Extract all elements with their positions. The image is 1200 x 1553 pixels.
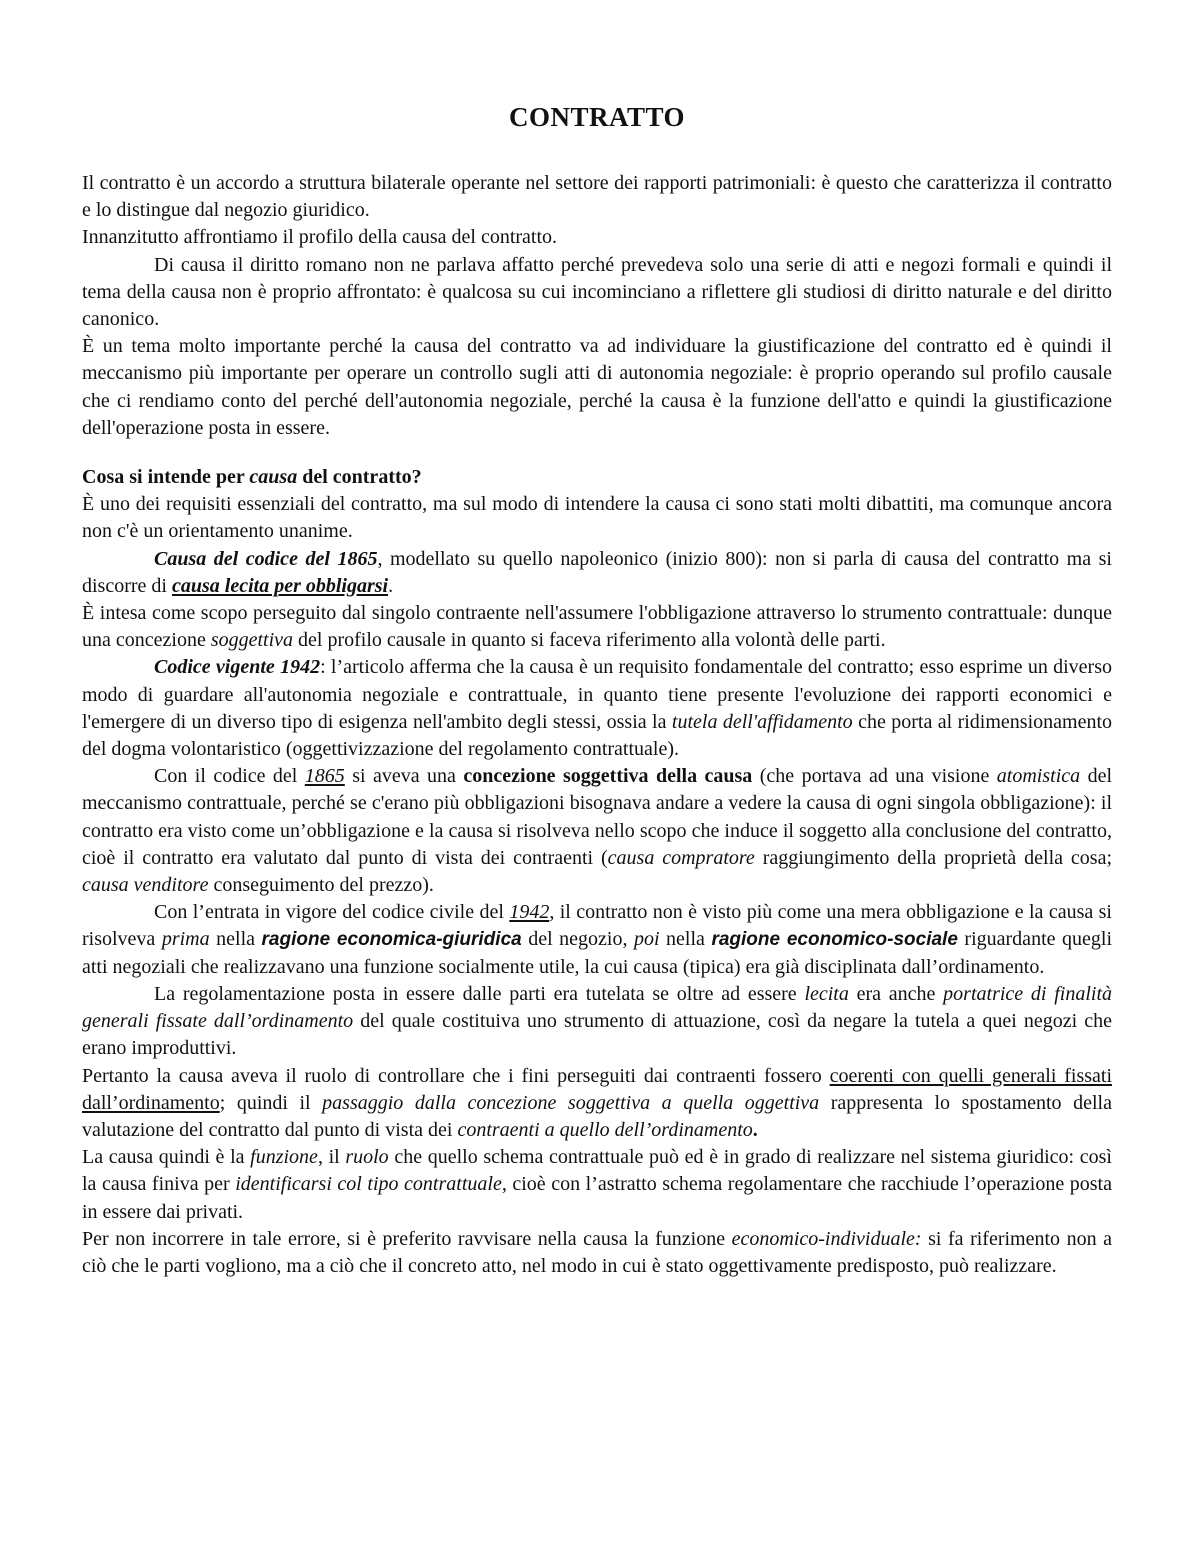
paragraph-important-theme: È un tema molto importante perché la causa del contratto va ad individuare la giustificazione del contratto ed è quindi il meccanismo più importante per operare un controllo sugli atti di autonomia negoziale: è proprio operando sul profilo causale che ci rendiamo conto del perché dell'autonomia negoziale, perché la causa è la funzione dell'atto e quindi la giustificazione dell'operazione posta in essere.: [82, 335, 1112, 439]
paragraph-subjective: È intesa come scopo perseguito dal singolo contraente nell'assumere l'obbligazione attraverso lo strumento contrattuale: dunque una concezione soggettiva del profilo causale in quanto si faceva riferimento alla volontà delle parti.: [82, 602, 1112, 652]
paragraph-requisites: È uno dei requisiti essenziali del contratto, ma sul modo di intendere la causa ci sono stati molti dibattiti, ma comunque ancora non c'è un orientamento unanime.: [82, 493, 1112, 543]
paragraph-regulation: La regolamentazione posta in essere dalle parti era tutelata se oltre ad essere lecita era anche portatrice di finalità generali fissate dall’ordinamento del quale costituiva uno strumento di attuazione, così da negare la tutela a quei negozi che erano improduttivi.: [82, 982, 1112, 1060]
paragraph-profile: Innanzitutto affrontiamo il profilo della causa del contratto.: [82, 226, 558, 249]
paragraph-code-1942: Codice vigente 1942: l’articolo afferma che la causa è un requisito fondamentale del contratto; esso esprime un diverso modo di guardare all'autonomia negoziale e contrattuale, in quanto tiene presente l'evoluzione dei rapporti economici e l'emergere di un diverso tipo di esigenza nell'ambito degli stessi, ossia la tutela dell'affidamento che porta al ridimensionamento del dogma volontaristico (oggettivizzazione del regolamento contrattuale).: [82, 656, 1113, 761]
spacer: [82, 442, 1112, 464]
document-title: CONTRATTO: [508, 102, 686, 132]
paragraph-intro: Il contratto è un accordo a struttura bilaterale operante nel settore dei rapporti patrimoniali: è questo che caratterizza il contratto e lo distingue dal negozio giuridico.: [82, 172, 1112, 222]
paragraph-individual-function: Per non incorrere in tale errore, si è preferito ravvisare nella causa la funzione economico-individuale: si fa riferimento non a ciò che le parti vogliono, ma a ciò che il concreto atto, nel modo in cui è stato oggettivamente predisposto, può realizzare.: [82, 1227, 1113, 1277]
paragraph-civil-code-1942: Con l’entrata in vigore del codice civile del 1942, il contratto non è visto più come una mera obbligazione e la causa si risolveva prima nella ragione economica-giuridica del negozio, poi nella ragione economico-sociale riguardante quegli atti negoziali che realizzavano una funzione socialmente utile, la cui causa (tipica) era già disciplinata dall’ordinamento.: [82, 901, 1112, 978]
paragraph-control-role: Pertanto la causa aveva il ruolo di controllare che i fini perseguiti dai contraenti fossero coerenti con quelli generali fissati dall’ordinamento; quindi il passaggio dalla concezione soggettiva a quella oggettiva rappresenta lo spostamento della valutazione del contratto dal punto di vista dei contraenti a quello dell’ordinamento.: [82, 1064, 1113, 1141]
paragraph-roman-law: Di causa il diritto romano non ne parlava affatto perché prevedeva solo una serie di atti e negozi formali e quindi il tema della causa non è proprio affrontato: è qualcosa su cui incominciano a riflettere gli studiosi di diritto naturale e del diritto canonico.: [82, 253, 1112, 331]
paragraph-function: La causa quindi è la funzione, il ruolo che quello schema contrattuale può ed è in grado di realizzare nel sistema giuridico: così la causa finiva per identificarsi col tipo contrattuale, cioè con l’astratto schema regolamentare che racchiude l’operazione posta in essere dai privati.: [82, 1146, 1112, 1223]
paragraph-subjective-conception: Con il codice del 1865 si aveva una concezione soggettiva della causa (che portava ad una visione atomistica del meccanismo contrattuale, perché se c'erano più obbligazioni bisognava andare a vedere la causa di ogni singola obbligazione): il contratto era visto come un’obbligazione e la causa si risolveva nello scopo che induce il soggetto alla conclusione del contratto, cioè il contratto era valutato dal punto di vista dei contraenti (causa compratore raggiungimento della proprietà della cosa; causa venditore conseguimento del prezzo).: [82, 765, 1113, 897]
section-heading: Cosa si intende per causa del contratto?: [82, 466, 422, 489]
paragraph-code-1865: Causa del codice del 1865, modellato su quello napoleonico (inizio 800): non si parla di causa del contratto ma si discorre di causa lecita per obbligarsi.: [82, 547, 1112, 597]
